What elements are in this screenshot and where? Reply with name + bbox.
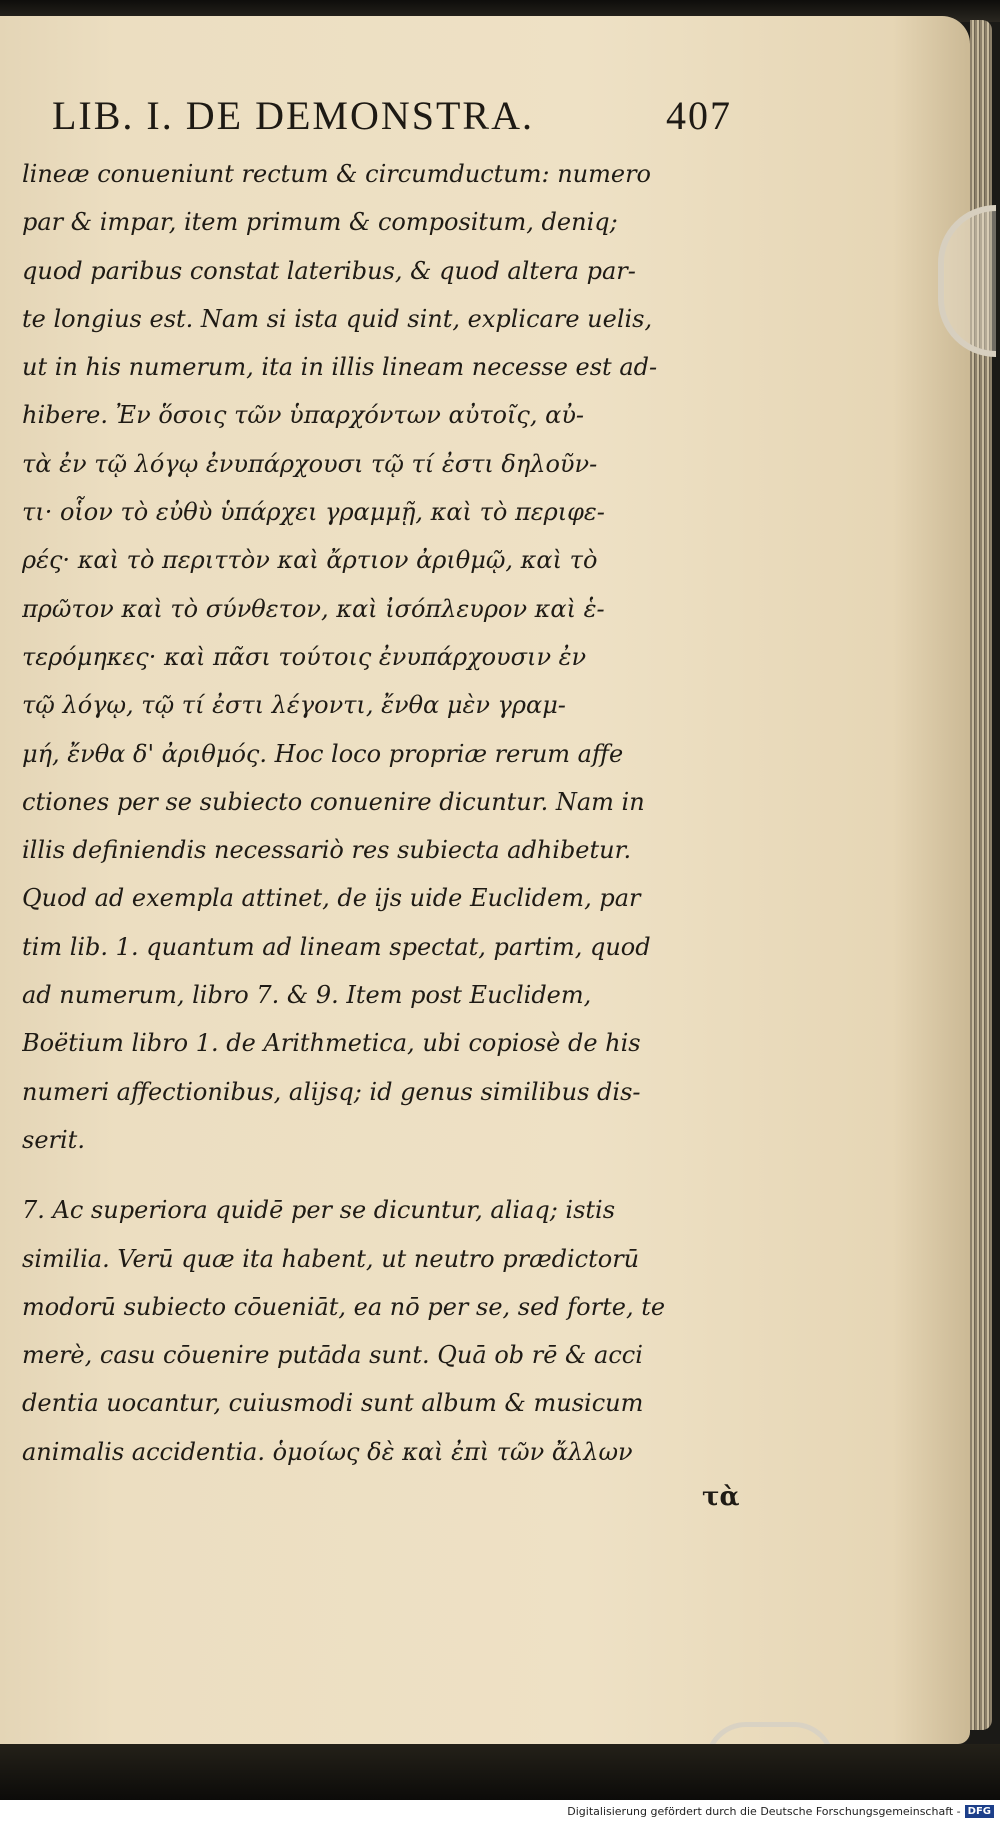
text-line: par & impar, item primum & compositum, deniq; (22, 208, 618, 237)
text-line: τι· οἷον τὸ εὐθὺ ὑπάρχει γραμμῇ, καὶ τὸ περιφε- (22, 498, 605, 527)
text-line: merè, casu cōuenire putāda sunt. Quā ob rē & acci (22, 1341, 643, 1370)
text-line: quod paribus constat lateribus, & quod altera par- (22, 256, 636, 285)
text-line: similia. Verū quæ ita habent, ut neutro prædictorū (22, 1244, 640, 1273)
footer-credit: Digitalisierung gefördert durch die Deutsche Forschungsgemeinschaft - (567, 1805, 961, 1818)
text-line: animalis accidentia. ὁμοίως δὲ καὶ ἐπὶ τῶν ἄλλων (22, 1437, 633, 1466)
paragraph-gap (22, 1164, 752, 1186)
text-line: tim lib. 1. quantum ad lineam spectat, partim, quod (22, 932, 651, 961)
running-header (52, 92, 732, 148)
text-line: modorū subiecto cōueniāt, ea nō per se, sed forte, te (22, 1292, 666, 1321)
book-bottom-edge (0, 1744, 1000, 1800)
text-line: πρῶτον καὶ τὸ σύνθετον, καὶ ἰσόπλευρον καὶ ἑ- (22, 594, 605, 623)
text-line: τὰ ἐν τῷ λόγῳ ἐνυπάρχουσι τῷ τί ἐστι δηλοῦν- (22, 449, 598, 478)
text-line: μή, ἔνθα δ' ἀριθμός. Hoc loco propriæ rerum affe (22, 739, 624, 768)
page-number: 407 (666, 93, 732, 138)
text-line: lineæ conueniunt rectum & circumductum: numero (22, 160, 652, 188)
page-text (22, 150, 752, 1476)
running-title: LIB. I. DE DEMONSTRA. (52, 93, 534, 138)
text-line: te longius est. Nam si ista quid sint, explicare uelis, (22, 304, 653, 333)
digitization-footer (0, 1800, 1000, 1823)
text-line: ρές· καὶ τὸ περιττὸν καὶ ἄρτιον ἀριθμῷ, καὶ τὸ (22, 546, 598, 575)
text-line: τερόμηκες· καὶ πᾶσι τούτοις ἐνυπάρχουσιν ἐν (22, 642, 587, 671)
text-line: Quod ad exempla attinet, de ijs uide Euclidem, par (22, 884, 641, 913)
text-line: numeri affectionibus, alijsq; id genus similibus dis- (22, 1077, 641, 1106)
catchword: τὰ (702, 1482, 740, 1512)
text-line: illis definiendis necessariò res subiecta adhibetur. (22, 836, 632, 865)
text-line: ad numerum, libro 7. & 9. Item post Euclidem, (22, 981, 592, 1010)
dfg-logo: DFG (965, 1805, 994, 1818)
text-line: ut in his numerum, ita in illis lineam necesse est ad- (22, 353, 658, 382)
text-line: ctiones per se subiecto conuenire dicuntur. Nam in (22, 787, 645, 816)
text-line: τῷ λόγῳ, τῷ τί ἐστι λέγοντι, ἔνθα μὲν γραμ- (22, 691, 566, 720)
text-line: 7. Ac superiora quidē per se dicuntur, aliaq; istis (22, 1196, 616, 1225)
text-line: Boëtium libro 1. de Arithmetica, ubi copiosè de his (22, 1029, 641, 1058)
text-line: dentia uocantur, cuiusmodi sunt album & musicum (22, 1389, 644, 1418)
text-line: hibere. Ἐν ὅσοις τῶν ὑπαρχόντων αὐτοῖς, αὐ- (22, 401, 585, 430)
text-line: serit. (22, 1125, 85, 1154)
